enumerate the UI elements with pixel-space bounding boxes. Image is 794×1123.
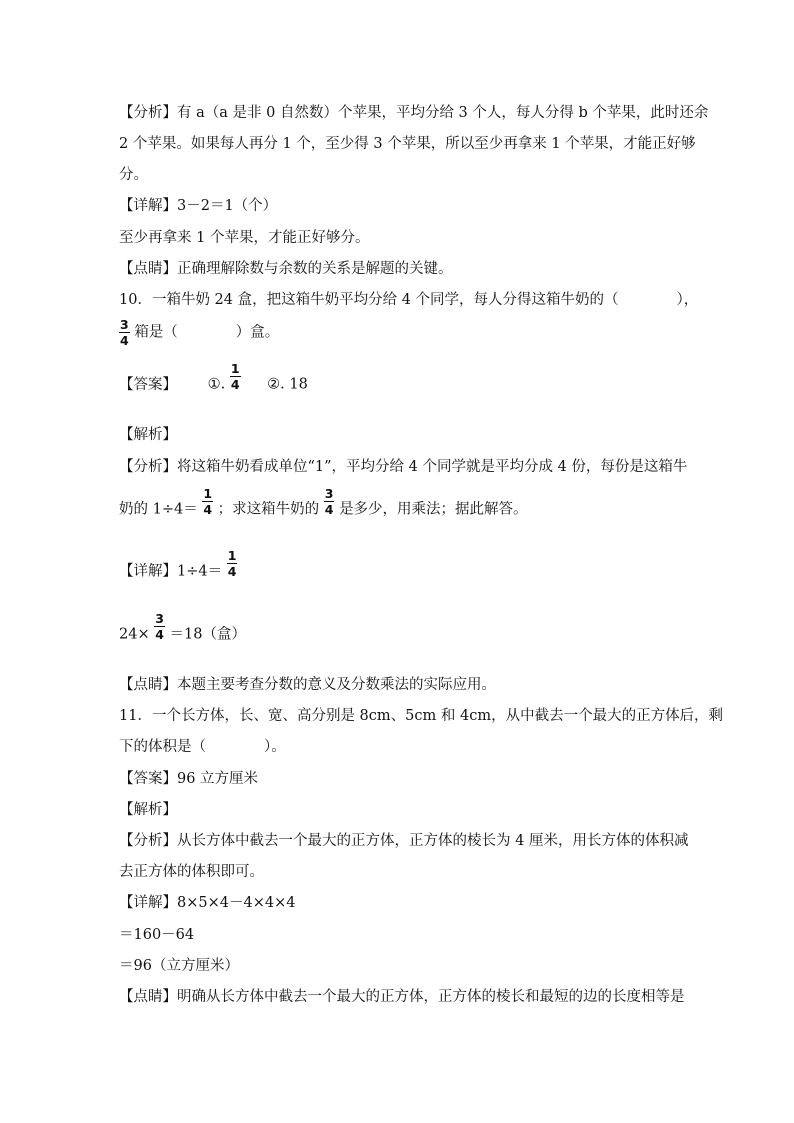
question-10-suffix: 箱是（ ）盒。 <box>134 324 280 341</box>
detail-line-1: 【详解】3－2＝1（个） <box>119 198 278 214</box>
detail-11-line-3: ＝96（立方厘米） <box>119 958 239 974</box>
question-11-line-2: 下的体积是（ ）。 <box>119 739 286 755</box>
analysis-11-line-1: 【分析】从长方体中截去一个最大的正方体，正方体的棱长为 4 厘米，用长方体的体积减 <box>119 833 689 849</box>
analysis-line-1: 【分析】有 a（a 是非 0 自然数）个苹果，平均分给 3 个人，每人分得 b 个苹果，此时还余 <box>119 105 709 121</box>
detail-10-line-1: 【详解】1÷4＝ $\frac{1}{4}$ <box>119 548 237 580</box>
analysis-11-line-2: 去正方体的体积即可。 <box>119 864 264 880</box>
comment-10: 【点睛】本题主要考查分数的意义及分数乘法的实际应用。 <box>119 677 496 693</box>
fraction-quarter: $\frac{1}{4}$ <box>203 486 213 517</box>
answer-label: 【答案】 <box>119 376 177 393</box>
fraction-three-quarters: $\frac{3}{4}$ <box>120 317 129 348</box>
solution-heading: 【解析】 <box>119 427 177 443</box>
question-10-line-2 <box>119 318 679 347</box>
detail-11-line-1: 【详解】8×5×4－4×4×4 <box>119 895 296 911</box>
fraction-quarter: $\frac{1}{4}$ <box>227 548 237 579</box>
answer-part-1: ①. <box>207 376 226 393</box>
detail-line-2: 至少再拿来 1 个苹果，才能正好够分。 <box>119 230 370 246</box>
comment-11: 【点睛】明确从长方体中截去一个最大的正方体，正方体的棱长和最短的边的长度相等是 <box>119 989 685 1005</box>
fraction-three-quarters: $\frac{3}{4}$ <box>324 486 334 517</box>
analysis-10-line-1: 【分析】将这箱牛奶看成单位“1”，平均分给 4 个同学就是平均分成 4 份，每份是这箱牛 <box>119 459 688 475</box>
comment-line: 【点睛】正确理解除数与余数的关系是解题的关键。 <box>119 261 453 277</box>
solution-heading-11: 【解析】 <box>119 802 177 818</box>
question-11: 11．一个长方体，长、宽、高分别是 8cm、5cm 和 4cm，从中截去一个最大的正方体后，剩 <box>119 708 724 724</box>
fraction-quarter: $\frac{1}{4}$ <box>230 361 240 392</box>
answer-part-2: ②. 18 <box>267 376 308 393</box>
fraction-three-quarters: $\frac{3}{4}$ <box>155 611 164 642</box>
analysis-line-3: 分。 <box>119 167 148 183</box>
analysis-line-2: 2 个苹果。如果每人再分 1 个，至少得 3 个苹果，所以至少再拿来 1 个苹果，才能正好够 <box>119 136 696 152</box>
answer-line-10 <box>119 361 679 399</box>
question-10: 10．一箱牛奶 24 盒，把这箱牛奶平均分给 4 个同学，每人分得这箱牛奶的（ ）， <box>119 292 699 308</box>
detail-11-line-2: ＝160－64 <box>119 927 195 943</box>
detail-10-line-2: 24× $\frac{3}{4}$ ＝18（盒） <box>119 611 246 643</box>
analysis-10-line-2: 奶的 1÷4＝ $\frac{1}{4}$ ；求这箱牛奶的 $\frac{3}{4}$ 是多少，用乘法；据此解答。 <box>119 486 528 518</box>
answer-line-11: 【答案】96 立方厘米 <box>119 771 259 787</box>
